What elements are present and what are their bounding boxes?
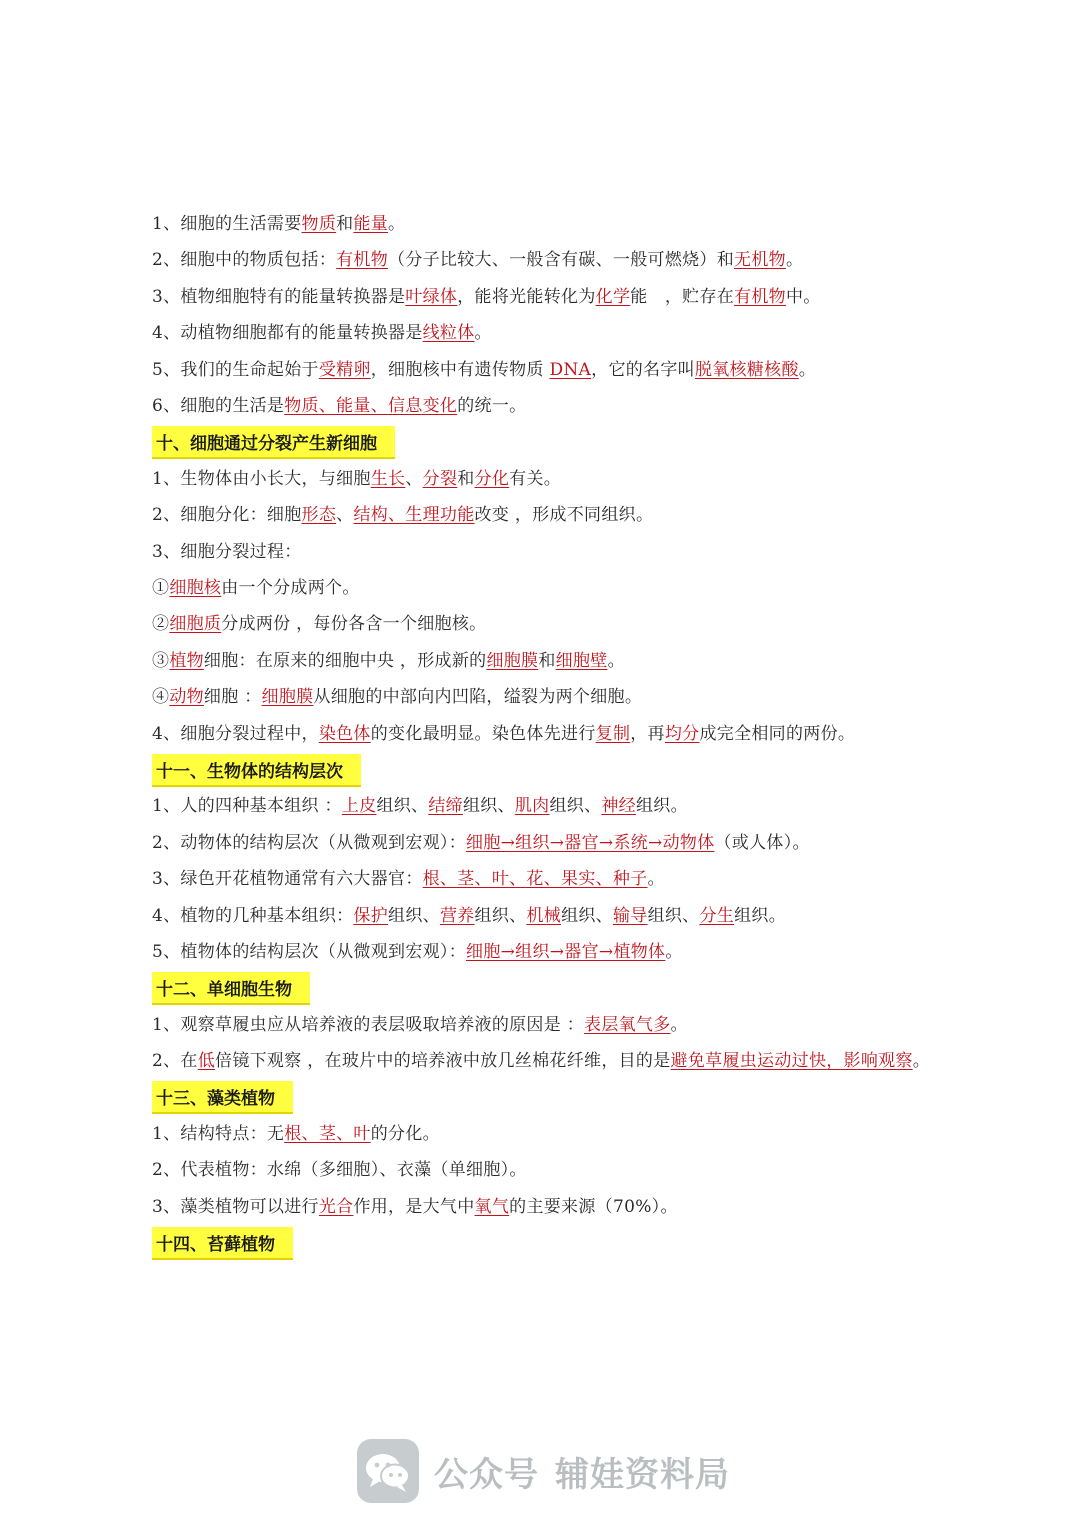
answer-text: DNA	[549, 359, 592, 380]
note-text: 的统一。	[457, 396, 527, 417]
note-text: 的变化最明显。染色体先进行	[370, 723, 596, 744]
note-text: ②	[152, 614, 170, 635]
note-text: 1、生物体由小长大，与细胞	[152, 468, 371, 489]
note-line	[152, 825, 942, 861]
note-text: 3、绿色开花植物通常有六大器官：	[152, 869, 423, 890]
answer-text: 营养	[439, 905, 475, 926]
section-heading: 十、细胞通过分裂产生新细胞	[152, 426, 395, 459]
note-line	[152, 534, 942, 570]
note-line	[152, 934, 942, 970]
answer-text: 复制	[595, 723, 631, 744]
answer-text: 细胞膜	[486, 650, 539, 671]
answer-text: 叶绿体	[405, 286, 458, 307]
note-text: 2、在	[152, 1051, 198, 1072]
note-line	[152, 1189, 942, 1225]
note-line	[152, 461, 942, 497]
note-text: 有关。	[509, 468, 562, 489]
note-line	[152, 279, 942, 315]
note-text: 和	[336, 214, 354, 234]
note-text: 组织、	[561, 905, 613, 926]
watermark-prefix: 公众号	[434, 1454, 539, 1495]
answer-text: 无机物	[734, 250, 786, 271]
note-text: 组织、	[647, 905, 700, 926]
section-heading-row	[152, 971, 942, 1007]
answer-text: 结构、生理功能	[353, 505, 475, 526]
note-text: 3、藻类植物可以进行	[152, 1196, 319, 1217]
note-text: 中。	[785, 286, 821, 307]
watermark-name: 辅娃资料局	[555, 1454, 730, 1495]
note-text: 3、细胞分裂过程：	[152, 541, 302, 562]
note-text: 。	[912, 1051, 931, 1072]
answer-text: 动物	[169, 687, 204, 708]
note-text: 组织。	[734, 905, 786, 926]
note-text: 组织、	[462, 796, 515, 817]
note-text: 、	[336, 505, 354, 526]
answer-text: 结缔	[428, 796, 463, 817]
answer-text: 机械	[526, 905, 562, 926]
note-line	[152, 570, 942, 606]
answer-text: 受精卵	[318, 359, 371, 380]
note-text: ，再	[630, 723, 665, 744]
note-line	[152, 1043, 942, 1079]
note-text: ，细胞核中有遗传物质	[370, 359, 550, 380]
answer-text: 输导	[612, 905, 648, 926]
note-line	[152, 242, 942, 278]
note-line	[152, 1116, 942, 1152]
note-line	[152, 315, 942, 351]
answer-text: 根、茎、叶、花、果实、种子	[422, 869, 648, 890]
note-text: （或人体）。	[714, 832, 810, 853]
note-text: 组织、	[549, 796, 602, 817]
answer-text: 细胞核	[169, 578, 222, 599]
note-text: 细胞：在原来的细胞中央 ，形成新的	[203, 650, 487, 671]
answer-text: 分裂	[422, 468, 458, 489]
answer-text: 表层氧气多	[584, 1014, 671, 1035]
note-line	[152, 606, 942, 642]
note-line	[152, 1152, 942, 1188]
answer-text: 避免草履虫运动过快，影响观察	[670, 1051, 913, 1072]
answer-text: 上皮	[341, 796, 377, 817]
note-text: ，能将光能转化为	[457, 286, 596, 307]
note-text: 3、植物细胞特有的能量转换器是	[152, 286, 406, 307]
note-text: 。	[647, 869, 665, 890]
answer-text: 细胞→组织→器官→系统→动物体	[466, 832, 715, 853]
note-text: 。	[388, 214, 406, 234]
watermark	[356, 1436, 730, 1506]
note-text: 倍镜下观察 ，在玻片中的培养液中放几丝棉花纤维，目的是	[215, 1051, 671, 1072]
section-heading-row	[152, 1079, 942, 1115]
answer-text: 能量	[353, 214, 389, 234]
notes-content	[152, 206, 942, 1261]
answer-text: 神经	[601, 796, 636, 817]
note-line	[152, 352, 942, 388]
note-line	[152, 788, 942, 824]
note-line	[152, 1007, 942, 1043]
note-text: 细胞 ：	[203, 687, 262, 708]
note-text: 1、结构特点：无	[152, 1123, 285, 1144]
note-line	[152, 388, 942, 424]
note-text: 2、代表植物：水绵（多细胞）、衣藻（单细胞）。	[152, 1160, 527, 1181]
section-heading-row	[152, 752, 942, 788]
note-text: 成完全相同的两份。	[699, 723, 856, 744]
answer-text: 肌肉	[514, 796, 550, 817]
note-text: 4、动植物细胞都有的能量转换器是	[152, 323, 423, 344]
section-heading: 十一、生物体的结构层次	[152, 754, 361, 787]
answer-text: 脱氧核糖核酸	[694, 359, 799, 380]
note-text: 1、观察草履虫应从培养液的表层吸取培养液的原因是 ：	[152, 1014, 585, 1035]
note-text: 组织。	[635, 796, 688, 817]
answer-text: 分化	[474, 468, 510, 489]
section-heading: 十二、单细胞生物	[152, 972, 310, 1005]
note-text: 1、细胞的生活需要	[152, 214, 302, 234]
note-text: 、	[405, 468, 423, 489]
section-heading: 十四、苔藓植物	[152, 1227, 293, 1260]
note-text: 。	[607, 650, 625, 671]
note-text: ，它的名字叫	[591, 359, 695, 380]
note-text: ④	[152, 687, 170, 708]
answer-text: 化学	[595, 286, 631, 307]
note-text: 4、细胞分裂过程中，	[152, 723, 319, 744]
answer-text: 生长	[370, 468, 406, 489]
note-text: 6、细胞的生活是	[152, 396, 285, 417]
watermark-text	[434, 1447, 730, 1496]
section-heading: 十三、藻类植物	[152, 1081, 293, 1114]
note-text: 5、我们的生命起始于	[152, 359, 319, 380]
note-text: 和	[538, 650, 556, 671]
answer-text: 氧气	[474, 1196, 510, 1217]
note-line	[152, 716, 942, 752]
note-text: 4、植物的几种基本组织：	[152, 905, 354, 926]
note-text: 。	[785, 250, 804, 271]
note-text: 。	[665, 942, 683, 963]
answer-text: 有机物	[336, 250, 389, 271]
note-line	[152, 679, 942, 715]
note-text: ③	[152, 650, 170, 671]
answer-text: 植物	[169, 650, 204, 671]
note-line	[152, 497, 942, 533]
answer-text: 线粒体	[422, 323, 475, 344]
answer-text: 分生	[699, 905, 735, 926]
note-text: 。	[798, 359, 817, 380]
answer-text: 细胞质	[169, 614, 222, 635]
note-text: 的分化。	[370, 1123, 440, 1144]
note-text: 2、动物体的结构层次（从微观到宏观）：	[152, 832, 467, 853]
answer-text: 均分	[664, 723, 700, 744]
answer-text: 细胞膜	[261, 687, 314, 708]
answer-text: 细胞→组织→器官→植物体	[466, 942, 666, 963]
note-line	[152, 643, 942, 679]
answer-text: 低	[197, 1051, 216, 1072]
note-line	[152, 206, 942, 242]
note-text: 由一个分成两个。	[221, 578, 360, 599]
note-text: 能 ，贮存在	[630, 286, 735, 307]
note-text: 。	[670, 1014, 688, 1035]
note-text: 的主要来源（70%）。	[509, 1196, 678, 1217]
note-text: 分成两份 ，每份各含一个细胞核。	[221, 614, 487, 635]
note-text: 从细胞的中部向内凹陷，缢裂为两个细胞。	[313, 687, 643, 708]
note-text: 。	[474, 323, 492, 344]
wechat-icon	[356, 1438, 420, 1504]
note-text: （分子比较大、一般含有碳、一般可燃烧）和	[388, 250, 735, 271]
note-text: 和	[457, 468, 475, 489]
note-text: 改变 ，形成不同组织。	[474, 505, 654, 526]
answer-text: 细胞壁	[555, 650, 608, 671]
note-text: 2、细胞中的物质包括：	[152, 250, 337, 271]
answer-text: 根、茎、叶	[284, 1123, 371, 1144]
answer-text: 物质、能量、信息变化	[284, 396, 458, 417]
answer-text: 光合	[318, 1196, 354, 1217]
answer-text: 形态	[301, 505, 337, 526]
answer-text: 有机物	[734, 286, 786, 307]
note-line	[152, 861, 942, 897]
section-heading-row	[152, 1225, 942, 1261]
note-text: ①	[152, 578, 170, 599]
note-line	[152, 898, 942, 934]
answer-text: 保护	[353, 905, 389, 926]
note-text: 1、人的四种基本组织 ：	[152, 796, 342, 817]
note-text: 组织、	[376, 796, 429, 817]
note-text: 作用，是大气中	[353, 1196, 475, 1217]
section-heading-row	[152, 424, 942, 460]
note-text: 2、细胞分化：细胞	[152, 505, 302, 526]
answer-text: 物质	[301, 214, 337, 234]
note-text: 组织、	[388, 905, 440, 926]
note-text: 5、植物体的结构层次（从微观到宏观）：	[152, 942, 467, 963]
answer-text: 染色体	[318, 723, 371, 744]
note-text: 组织、	[474, 905, 527, 926]
